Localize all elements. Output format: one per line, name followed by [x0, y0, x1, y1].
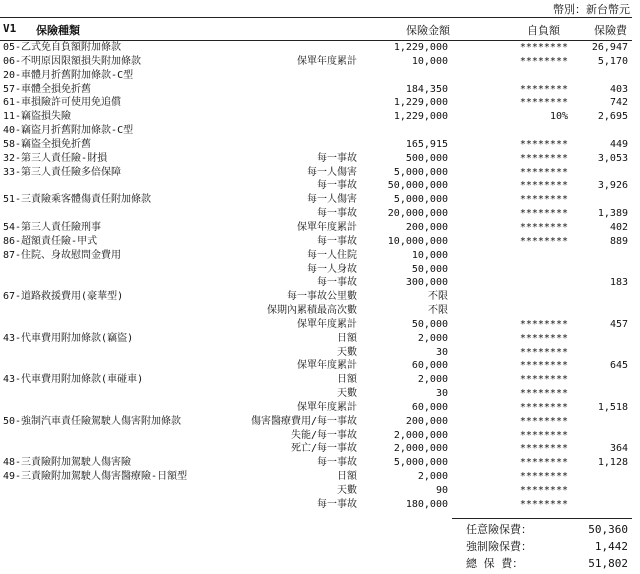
table-row [0, 235, 640, 249]
limit-basis: 天數 [337, 346, 357, 358]
sum-insured: 20,000,000 [387, 208, 448, 220]
limit-basis: 每一事故公里數 [287, 291, 357, 303]
limit-basis: 每一人身故 [307, 263, 357, 275]
table-row [0, 359, 640, 373]
coverage-name: 32-第三人責任險-財損 [3, 152, 108, 164]
sum-insured: 10,000 [411, 249, 448, 261]
deductible-value: ******** [519, 152, 568, 164]
deductible-value: ******** [519, 485, 568, 496]
limit-basis: 每一事故 [317, 235, 357, 247]
header-coverage-type: 保險種類 [36, 24, 80, 37]
table-row [0, 290, 640, 304]
coverage-name: 86-超額責任險-甲式 [3, 235, 98, 247]
premium-value: 457 [609, 318, 628, 330]
coverage-name: 61-車損險許可使用免追償 [3, 97, 122, 109]
coverage-name: 05-乙式免自負額附加條款 [3, 42, 122, 53]
sum-insured: 50,000 [411, 263, 448, 275]
sum-insured: 不限 [428, 291, 448, 303]
sum-insured: 1,229,000 [393, 111, 448, 123]
sum-insured: 2,000 [417, 332, 448, 344]
deductible-value: ******** [519, 208, 568, 220]
limit-basis: 每一人傷害 [307, 194, 357, 206]
limit-basis: 每一事故 [317, 180, 357, 192]
sum-insured: 60,000 [411, 401, 448, 413]
sum-insured: 180,000 [405, 498, 448, 510]
table-row [0, 415, 640, 429]
limit-basis: 保期內累積最高次數 [267, 305, 357, 317]
limit-basis: 日額 [337, 332, 357, 344]
coverage-name: 67-道路救援費用(豪華型) [3, 291, 124, 303]
coverage-name: 54-第三人責任險刑事 [3, 221, 102, 233]
table-row [0, 318, 640, 332]
table-row [0, 207, 640, 221]
limit-basis: 傷害醫療費用/每一事故 [250, 415, 357, 427]
premium-value: 26,947 [591, 42, 628, 53]
deductible-value: ******** [519, 97, 568, 109]
table-row [0, 429, 640, 443]
total-value: 51,802 [588, 557, 628, 570]
premium-value: 1,518 [597, 401, 628, 413]
table-row [0, 96, 640, 110]
deductible-value: ******** [519, 332, 568, 344]
sum-insured: 184,350 [405, 83, 448, 95]
coverage-name: 33-第三人責任險多倍保障 [3, 166, 122, 178]
header-premium: 保險費 [594, 24, 627, 37]
table-header [0, 17, 632, 41]
coverage-name: 20-車體月折舊附加條款-C型 [3, 69, 134, 81]
deductible-value: ******** [519, 429, 568, 441]
currency-label: 幣別：新台幣元 [553, 3, 630, 16]
deductible-value: ******** [519, 401, 568, 413]
table-row [0, 193, 640, 207]
table-row [0, 456, 640, 470]
coverage-name: 50-強制汽車責任險駕駛人傷害附加條款 [3, 415, 182, 427]
deductible-value: ******** [519, 388, 568, 400]
total-value: 1,442 [594, 540, 628, 553]
table-row [0, 346, 640, 360]
limit-basis: 日額 [337, 374, 357, 386]
sum-insured: 1,229,000 [393, 42, 448, 53]
table-row [0, 83, 640, 97]
table-row [0, 276, 640, 290]
table-row [0, 55, 640, 69]
sum-insured: 30 [435, 388, 448, 400]
table-row [0, 124, 640, 138]
deductible-value: ******** [519, 498, 568, 510]
table-row [0, 41, 640, 55]
deductible-value: ******** [519, 415, 568, 427]
limit-basis: 天數 [337, 388, 357, 400]
premium-value: 5,170 [597, 55, 628, 67]
header-deductible: 自負額 [527, 24, 560, 37]
premium-value: 3,053 [597, 152, 628, 164]
coverage-name: 43-代車費用附加條款(竊盜) [3, 332, 134, 344]
coverage-table-body [0, 41, 640, 512]
sum-insured: 165,915 [405, 138, 448, 150]
coverage-name: 11-竊盜損失險 [3, 111, 72, 123]
total-label: 總 保 費： [466, 557, 524, 570]
premium-value: 364 [609, 443, 628, 455]
limit-basis: 每一事故 [317, 208, 357, 220]
coverage-name: 49-三責險附加駕駛人傷害醫療險-日額型 [3, 471, 188, 483]
deductible-value: ******** [519, 360, 568, 372]
limit-basis: 每一事故 [317, 277, 357, 289]
table-row [0, 387, 640, 401]
premium-value: 889 [609, 235, 628, 247]
total-row [0, 521, 640, 538]
deductible-value: ******** [519, 138, 568, 150]
deductible-value: ******** [519, 221, 568, 233]
table-row [0, 484, 640, 498]
premium-value: 402 [609, 221, 628, 233]
deductible-value: ******** [519, 42, 568, 53]
table-row [0, 470, 640, 484]
coverage-name: 87-住院、身故慰問金費用 [3, 249, 122, 261]
table-row [0, 332, 640, 346]
deductible-value: ******** [519, 180, 568, 192]
sum-insured: 500,000 [405, 152, 448, 164]
deductible-value: ******** [519, 318, 568, 330]
table-row [0, 69, 640, 83]
table-row [0, 166, 640, 180]
sum-insured: 10,000,000 [387, 235, 448, 247]
table-row [0, 263, 640, 277]
total-row [0, 538, 640, 555]
table-row [0, 249, 640, 263]
deductible-value: 10% [549, 111, 568, 123]
coverage-name: 58-竊盜全損免折舊 [3, 138, 92, 150]
premium-value: 2,695 [597, 111, 628, 123]
table-row [0, 373, 640, 387]
deductible-value: ******** [519, 374, 568, 386]
deductible-value: ******** [519, 83, 568, 95]
sum-insured: 60,000 [411, 360, 448, 372]
sum-insured: 50,000 [411, 318, 448, 330]
total-label: 強制險保費： [466, 540, 532, 553]
sum-insured: 5,000,000 [393, 194, 448, 206]
premium-value: 742 [609, 97, 628, 109]
sum-insured: 200,000 [405, 415, 448, 427]
table-row [0, 221, 640, 235]
table-row [0, 442, 640, 456]
deductible-value: ******** [519, 194, 568, 206]
deductible-value: ******** [519, 471, 568, 483]
coverage-name: 48-三責險附加駕駛人傷害險 [3, 457, 132, 469]
table-row [0, 304, 640, 318]
limit-basis: 保單年度累計 [297, 401, 357, 413]
table-row [0, 401, 640, 415]
sum-insured: 1,229,000 [393, 97, 448, 109]
sum-insured: 50,000,000 [387, 180, 448, 192]
limit-basis: 保單年度累計 [297, 318, 357, 330]
coverage-name: 51-三責險乘客體傷責任附加條款 [3, 194, 152, 206]
total-label: 任意險保費： [466, 523, 532, 536]
limit-basis: 每一事故 [317, 152, 357, 164]
premium-value: 645 [609, 360, 628, 372]
header-sum-insured: 保險金額 [406, 24, 450, 37]
premium-value: 403 [609, 83, 628, 95]
table-row [0, 179, 640, 193]
coverage-name: 06-不明原因限額損失附加條款 [3, 55, 142, 67]
sum-insured: 不限 [428, 305, 448, 317]
deductible-value: ******** [519, 235, 568, 247]
coverage-name: 57-車體全損免折舊 [3, 83, 92, 95]
sum-insured: 2,000 [417, 374, 448, 386]
deductible-value: ******** [519, 346, 568, 358]
deductible-value: ******** [519, 457, 568, 469]
premium-value: 3,926 [597, 180, 628, 192]
limit-basis: 保單年度累計 [297, 55, 357, 67]
deductible-value: ******** [519, 166, 568, 178]
table-row [0, 110, 640, 124]
limit-basis: 每一事故 [317, 457, 357, 469]
sum-insured: 90 [435, 485, 448, 496]
limit-basis: 死亡/每一事故 [290, 443, 357, 455]
table-row [0, 152, 640, 166]
premium-value: 183 [609, 277, 628, 289]
coverage-name: 43-代車費用附加條款(車碰車) [3, 374, 144, 386]
totals-divider [452, 518, 632, 519]
limit-basis: 每一人傷害 [307, 166, 357, 178]
sum-insured: 5,000,000 [393, 166, 448, 178]
premium-value: 1,389 [597, 208, 628, 220]
table-row [0, 138, 640, 152]
limit-basis: 每一事故 [317, 498, 357, 510]
total-value: 50,360 [588, 523, 628, 536]
limit-basis: 失能/每一事故 [290, 429, 357, 441]
sum-insured: 10,000 [411, 55, 448, 67]
totals-section [0, 521, 640, 572]
sum-insured: 2,000,000 [393, 429, 448, 441]
limit-basis: 日額 [337, 471, 357, 483]
limit-basis: 天數 [337, 485, 357, 496]
premium-value: 449 [609, 138, 628, 150]
sum-insured: 30 [435, 346, 448, 358]
header-version: V1 [3, 22, 17, 35]
deductible-value: ******** [519, 55, 568, 67]
total-row [0, 555, 640, 572]
deductible-value: ******** [519, 443, 568, 455]
coverage-name: 40-竊盜月折舊附加條款-C型 [3, 125, 134, 137]
limit-basis: 保單年度累計 [297, 221, 357, 233]
table-row [0, 498, 640, 512]
sum-insured: 2,000,000 [393, 443, 448, 455]
limit-basis: 保單年度累計 [297, 360, 357, 372]
sum-insured: 2,000 [417, 471, 448, 483]
sum-insured: 200,000 [405, 221, 448, 233]
sum-insured: 5,000,000 [393, 457, 448, 469]
premium-value: 1,128 [597, 457, 628, 469]
limit-basis: 每一人住院 [307, 249, 357, 261]
sum-insured: 300,000 [405, 277, 448, 289]
